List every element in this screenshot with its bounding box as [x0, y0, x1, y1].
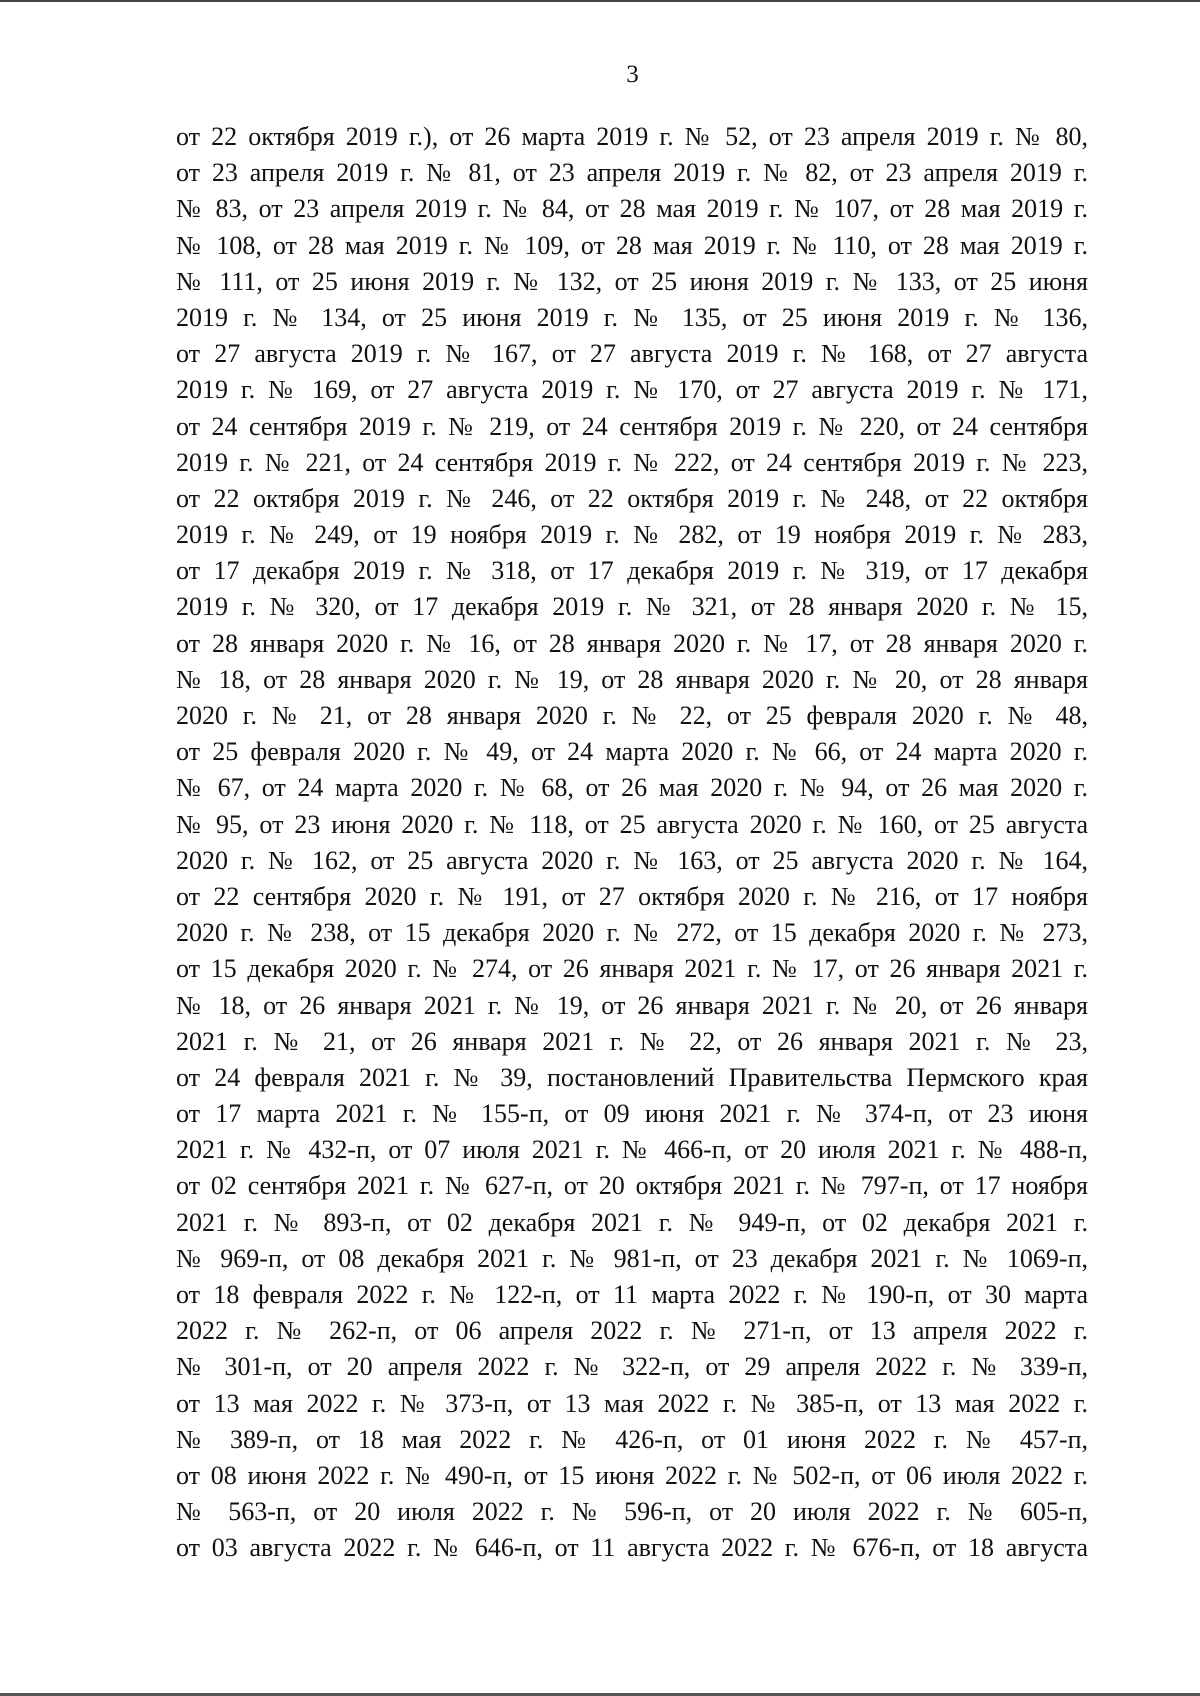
text-line: 2019 г. № 249, от 19 ноября 2019 г. № 282, от 19 ноября 2019 г. № 283, [176, 520, 1088, 550]
text-line: от 25 февраля 2020 г. № 49, от 24 марта 2020 г. № 66, от 24 марта 2020 г. [176, 737, 1088, 767]
text-line: от 17 марта 2021 г. № 155-п, от 09 июня 2021 г. № 374-п, от 23 июня [176, 1099, 1088, 1129]
text-line: № 83, от 23 апреля 2019 г. № 84, от 28 мая 2019 г. № 107, от 28 мая 2019 г. [176, 194, 1088, 224]
text-line: № 969-п, от 08 декабря 2021 г. № 981-п, от 23 декабря 2021 г. № 1069-п, [176, 1243, 1088, 1273]
text-line: от 02 сентября 2021 г. № 627-п, от 20 октября 2021 г. № 797-п, от 17 ноября [176, 1171, 1088, 1201]
text-line: от 08 июня 2022 г. № 490-п, от 15 июня 2022 г. № 502-п, от 06 июля 2022 г. [176, 1460, 1088, 1490]
text-line: от 27 августа 2019 г. № 167, от 27 августа 2019 г. № 168, от 27 августа [176, 339, 1088, 369]
page-number: 3 [626, 61, 639, 88]
text-line: № 18, от 26 января 2021 г. № 19, от 26 января 2021 г. № 20, от 26 января [176, 990, 1088, 1020]
text-line: № 108, от 28 мая 2019 г. № 109, от 28 мая 2019 г. № 110, от 28 мая 2019 г. [176, 230, 1088, 260]
text-line: от 17 декабря 2019 г. № 318, от 17 декабря 2019 г. № 319, от 17 декабря [176, 556, 1088, 586]
text-line: 2019 г. № 134, от 25 июня 2019 г. № 135, от 25 июня 2019 г. № 136, [176, 302, 1088, 332]
text-line: от 24 февраля 2021 г. № 39, постановлений Правительства Пермского края [176, 1062, 1088, 1092]
text-line: № 67, от 24 марта 2020 г. № 68, от 26 мая 2020 г. № 94, от 26 мая 2020 г. [176, 773, 1088, 803]
text-line: № 111, от 25 июня 2019 г. № 132, от 25 июня 2019 г. № 133, от 25 июня [176, 266, 1088, 296]
text-line: 2019 г. № 169, от 27 августа 2019 г. № 170, от 27 августа 2019 г. № 171, [176, 375, 1088, 405]
text-line: от 22 октября 2019 г.), от 26 марта 2019 г. № 52, от 23 апреля 2019 г. № 80, [176, 122, 1088, 151]
text-line: 2019 г. № 320, от 17 декабря 2019 г. № 321, от 28 января 2020 г. № 15, [176, 592, 1088, 622]
text-line: 2021 г. № 21, от 26 января 2021 г. № 22, от 26 января 2021 г. № 23, [176, 1026, 1088, 1056]
text-line: 2020 г. № 162, от 25 августа 2020 г. № 163, от 25 августа 2020 г. № 164, [176, 845, 1088, 875]
text-line: 2020 г. № 21, от 28 января 2020 г. № 22, от 25 февраля 2020 г. № 48, [176, 701, 1088, 730]
text-line: от 03 августа 2022 г. № 646-п, от 11 августа 2022 г. № 676-п, от 18 августа [176, 1533, 1088, 1563]
text-line: 2022 г. № 262-п, от 06 апреля 2022 г. № 271-п, от 13 апреля 2022 г. [176, 1316, 1088, 1346]
text-line: от 13 мая 2022 г. № 373-п, от 13 мая 2022 г. № 385-п, от 13 мая 2022 г. [176, 1388, 1088, 1418]
text-line: № 301-п, от 20 апреля 2022 г. № 322-п, от 29 апреля 2022 г. № 339-п, [176, 1352, 1088, 1382]
text-line: 2021 г. № 893-п, от 02 декабря 2021 г. № 949-п, от 02 декабря 2021 г. [176, 1207, 1088, 1237]
body-paragraph [176, 119, 1088, 1567]
text-line: № 95, от 23 июня 2020 г. № 118, от 25 августа 2020 г. № 160, от 25 августа [176, 809, 1088, 839]
text-line: № 563-п, от 20 июля 2022 г. № 596-п, от 20 июля 2022 г. № 605-п, [176, 1497, 1088, 1527]
page-top-edge [0, 0, 1200, 2]
text-line: от 23 апреля 2019 г. № 81, от 23 апреля 2019 г. № 82, от 23 апреля 2019 г. [176, 158, 1088, 188]
text-line: от 22 октября 2019 г. № 246, от 22 октября 2019 г. № 248, от 22 октября [176, 483, 1088, 513]
text-line: от 15 декабря 2020 г. № 274, от 26 января 2021 г. № 17, от 26 января 2021 г. [176, 954, 1088, 984]
text-line: № 18, от 28 января 2020 г. № 19, от 28 января 2020 г. № 20, от 28 января [176, 664, 1088, 694]
text-line: 2020 г. № 238, от 15 декабря 2020 г. № 272, от 15 декабря 2020 г. № 273, [176, 918, 1088, 948]
text-line: от 28 января 2020 г. № 16, от 28 января 2020 г. № 17, от 28 января 2020 г. [176, 628, 1088, 658]
text-line: от 22 сентября 2020 г. № 191, от 27 октября 2020 г. № 216, от 17 ноября [176, 881, 1088, 911]
text-line: 2019 г. № 221, от 24 сентября 2019 г. № 222, от 24 сентября 2019 г. № 223, [176, 447, 1088, 477]
text-line: 2021 г. № 432-п, от 07 июля 2021 г. № 466-п, от 20 июля 2021 г. № 488-п, [176, 1135, 1088, 1165]
text-line: от 18 февраля 2022 г. № 122-п, от 11 марта 2022 г. № 190-п, от 30 марта [176, 1280, 1088, 1309]
text-line: от 24 сентября 2019 г. № 219, от 24 сентября 2019 г. № 220, от 24 сентября [176, 411, 1088, 441]
text-line: № 389-п, от 18 мая 2022 г. № 426-п, от 01 июня 2022 г. № 457-п, [176, 1424, 1088, 1454]
